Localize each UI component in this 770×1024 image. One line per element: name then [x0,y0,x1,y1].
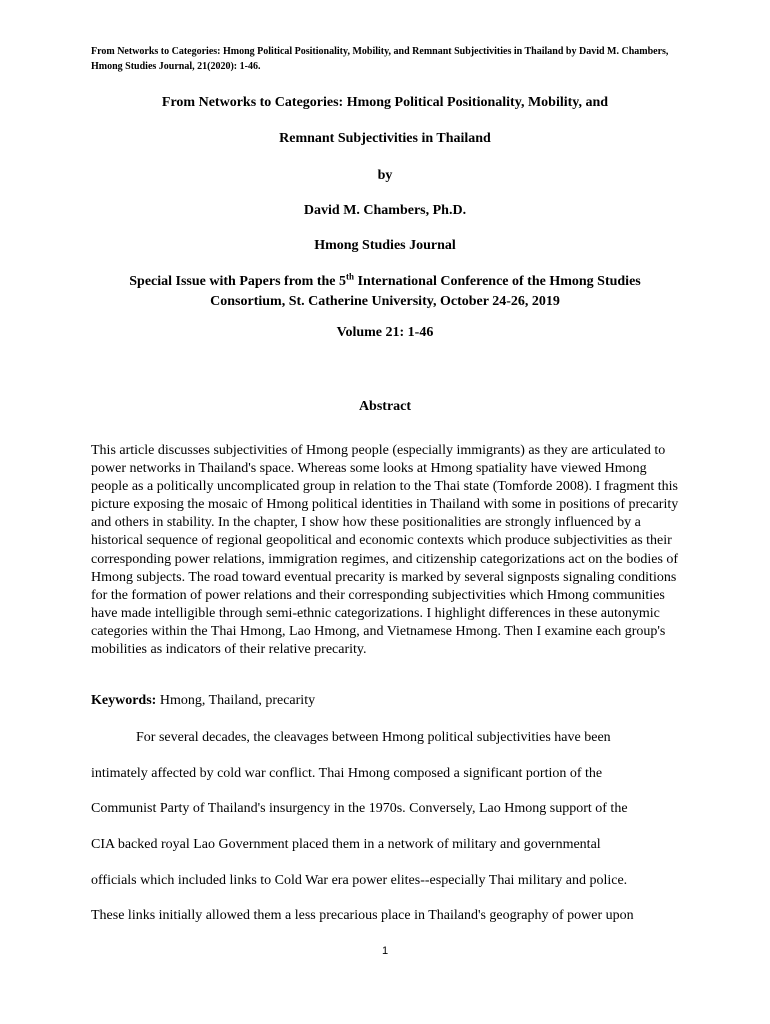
author-name: David M. Chambers, Ph.D. [303,203,467,218]
body-line-5: officials which included links to Cold War era power elites--especially Thai military and police. [91,873,628,888]
body-line-2: intimately affected by cold war conflict. Thai Hmong composed a significant portion of the [91,766,603,781]
special-issue-line-1 [60,272,710,291]
body-line-4: CIA backed royal Lao Government placed them in a network of military and governmental [91,837,601,852]
keywords-value: Hmong, Thailand, precarity [156,693,316,708]
abstract-text: This article discusses subjectivities of Hmong people (especially immigrants) as they are articulated to power networks in Thailand's space. Whereas some looks at Hmong spatiality have viewed Hmong people as a politically uncomplicated group in relation to the Thai state (Tomforde 2008). I fragment this picture exposing the mosaic of Hmong political identities in Thailand with some in positions of precarity and others in stability. In the chapter, I show how these positionalities are strongly influenced by a historical sequence of regional geopolitical and economic contexts which produce subjectivities as their corresponding power relations, immigration regimes, and citizenship categorizations act on the bodies of Hmong subjects. The road toward eventual precarity is marked by several signposts signaling conditions for the formation of power relations and their corresponding subjectivities which Hmong communities have made intelligible through semi-ethnic categorizations. I highlight differences in these autonymic categories within the Thai Hmong, Lao Hmong, and Vietnamese Hmong. Then I examine each group's mobilities as indicators of their relative precarity. [91,443,679,658]
body-line-6: These links initially allowed them a less precarious place in Thailand's geography of power upon [91,908,634,923]
title-line-2: Remnant Subjectivities in Thailand [279,131,491,146]
keywords-label: Keywords: [91,693,157,708]
page-number: 1 [381,945,389,957]
running-head: From Networks to Categories: Hmong Political Positionality, Mobility, and Remnant Subjectivities in Thailand by David M. Chambers, Hmong Studies Journal, 21(2020): 1-46. [91,46,669,72]
volume-info: Volume 21: 1-46 [336,325,434,340]
title-line-1: From Networks to Categories: Hmong Political Positionality, Mobility, and [161,95,609,110]
abstract-heading: Abstract [358,399,412,414]
body-line-1: For several decades, the cleavages between Hmong political subjectivities have been [136,730,611,745]
body-line-3: Communist Party of Thailand's insurgency in the 1970s. Conversely, Lao Hmong support of the [91,801,628,816]
keywords-line [91,692,315,710]
special-issue-prefix: Special Issue with Papers from the 5 [129,274,346,289]
special-issue-line-2: Consortium, St. Catherine University, October 24-26, 2019 [210,294,560,309]
journal-name: Hmong Studies Journal [314,238,456,253]
special-issue-suffix: International Conference of the Hmong Studies [354,274,641,289]
byline-by: by [377,168,393,183]
special-issue-superscript: th [345,271,354,282]
